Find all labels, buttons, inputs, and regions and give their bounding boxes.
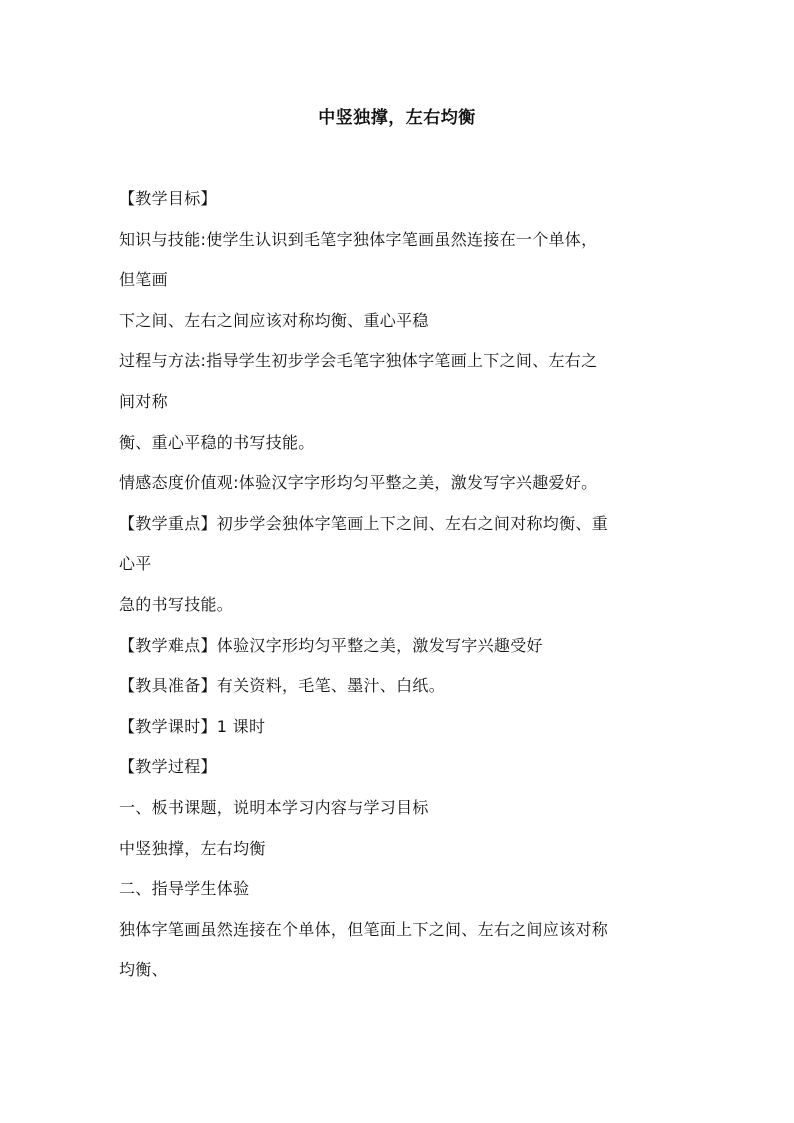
text-line: 知识与技能:使学生认识到毛笔字独体字笔画虽然连接在一个单体， (119, 229, 598, 249)
text-line: 情感态度价值观:体验汉字字形均匀平整之美，激发写字兴趣爱好。 (119, 473, 598, 493)
text-line: 独体字笔画虽然连接在个单体，但笔面上下之间、左右之间应该对称 (119, 919, 609, 939)
text-line: 间对称 (119, 391, 168, 411)
text-line: 中竖独撑，左右均衡 (119, 838, 266, 858)
text-line: 下之间、左右之间应该对称均衡、重心平稳 (119, 310, 429, 330)
text-line: 【教学过程】 (119, 757, 217, 777)
text-line: 心平 (119, 554, 152, 574)
text-line: 【教学难点】体验汉字形均匀平整之美，激发写字兴趣受好 (119, 635, 543, 655)
text-line: 【教学目标】 (119, 189, 217, 208)
text-line: 二、指导学生体验 (119, 879, 250, 899)
text-line: 均衡、 (119, 960, 168, 980)
text-line: 【教具准备】有关资料，毛笔、墨汁、白纸。 (119, 676, 446, 696)
text-line: 【教学重点】初步学会独体字笔画上下之间、左右之间对称均衡、重 (119, 513, 609, 533)
text-line: 但笔画 (119, 270, 168, 290)
text-line: 一、板书课题，说明本学习内容与学习目标 (119, 797, 429, 817)
text-line: 急的书写技能。 (119, 594, 234, 614)
document-body (119, 189, 689, 1001)
text-line: 过程与方法:指导学生初步学会毛笔字独体字笔画上下之间、左右之 (119, 351, 598, 371)
text-line: 【教学课时】1 课时 (119, 716, 266, 736)
document-title: 中竖独撑，左右均衡 (318, 108, 476, 128)
text-line: 衡、重心平稳的书写技能。 (119, 432, 315, 452)
